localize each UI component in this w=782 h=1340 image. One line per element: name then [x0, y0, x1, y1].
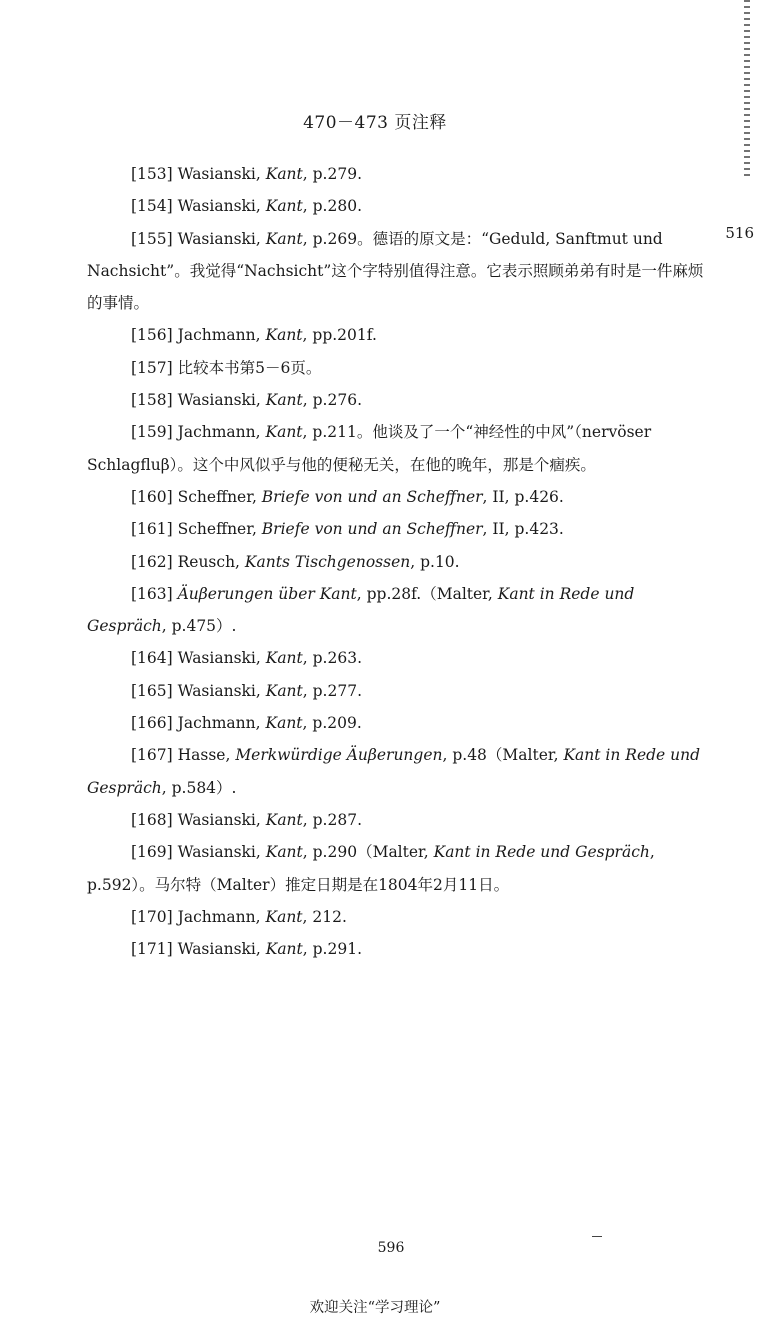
endnote-number: [165]: [131, 681, 178, 700]
endnote-title: Briefe von und an Scheffner: [261, 520, 483, 539]
endnote: [87, 223, 712, 320]
endnote-text: , p.209.: [302, 714, 362, 733]
endnote: [87, 901, 712, 933]
endnote-number: [161]: [131, 520, 178, 539]
endnote-text: , p.279.: [302, 165, 362, 183]
endnote-text: Scheffner,: [177, 487, 262, 506]
endnote-text: , p.584）.: [161, 778, 237, 797]
endnote-number: [163]: [131, 584, 178, 603]
endnote: [87, 546, 712, 578]
endnote-text: Scheffner,: [177, 520, 262, 539]
endnote-number: [154]: [131, 197, 178, 216]
endnote-text: Wasianski,: [177, 229, 266, 248]
endnote-title: Merkwürdige Äuβerungen: [235, 746, 443, 765]
endnote-text: 比较本书第5－6页。: [177, 358, 322, 377]
endnote: [87, 933, 712, 965]
endnote-text: , p.263.: [302, 649, 362, 668]
endnote-text: Wasianski,: [177, 843, 266, 862]
endnote-title: Briefe von und an Scheffner: [261, 487, 483, 506]
endnote-title: Kants Tischgenossen: [244, 552, 411, 571]
endnote-number: [169]: [131, 843, 178, 862]
endnote-number: [164]: [131, 649, 178, 668]
endnote-title: Kant: [265, 326, 303, 345]
endnote-text: , p.287.: [302, 810, 362, 829]
endnote-title: Kant: [265, 940, 303, 959]
endnote-number: [158]: [131, 391, 178, 410]
endnote-text: Jachmann,: [177, 907, 266, 926]
endnote-text: , p.277.: [302, 681, 362, 700]
endnote-text: , p.10.: [410, 552, 460, 571]
endnote-title: Kant: [265, 843, 303, 862]
endnote: [87, 158, 712, 190]
endnote-text: , p.269。德语的原文是：“Geduld, Sanftmut und Nachsicht”。我觉得“Nachsicht”这个字特别值得注意。它表示照顾弟弟有时是一件麻烦的事情。: [87, 229, 704, 313]
endnote-number: [157]: [131, 358, 178, 377]
endnote-text: , 212.: [302, 907, 347, 926]
page-number: 596: [377, 1240, 405, 1256]
endnote-text: , pp.201f.: [302, 326, 377, 345]
endnote-title: Kant: [265, 391, 303, 410]
endnote-text: , p.276.: [302, 391, 362, 410]
endnote-text: , II, p.423.: [482, 520, 564, 539]
endnote-title: Kant: [265, 165, 303, 183]
endnote-number: [171]: [131, 940, 178, 959]
endnote-text: , p.211。他谈及了一个“神经性的中风”（nervöser Schlagfluβ）。这个中风似乎与他的便秘无关，在他的晚年，那是个痼疾。: [87, 423, 652, 474]
endnote-number: [156]: [131, 326, 178, 345]
endnote-title: Kant: [265, 197, 303, 216]
endnote-text: Wasianski,: [177, 165, 266, 183]
endnote-number: [167]: [131, 746, 178, 765]
endnote-text: Wasianski,: [177, 681, 266, 700]
endnote-text: , II, p.426.: [482, 487, 564, 506]
endnote: [87, 675, 712, 707]
endnote-number: [166]: [131, 714, 178, 733]
endnote: [87, 707, 712, 739]
endnote-number: [153]: [131, 165, 178, 183]
endnote: [87, 319, 712, 351]
endnote-text: , p.280.: [302, 197, 362, 216]
endnote-title: Kant: [265, 681, 303, 700]
scan-dash-mark: [592, 1236, 602, 1237]
endnote-text: Wasianski,: [177, 197, 266, 216]
endnote: [87, 739, 712, 804]
endnote-number: [170]: [131, 907, 178, 926]
endnote-number: [162]: [131, 552, 178, 571]
endnote-text: Wasianski,: [177, 649, 266, 668]
endnote-title: Kant: [265, 229, 303, 248]
endnote: [87, 352, 712, 384]
endnote-title: Kant in Rede und Gespräch: [433, 843, 650, 862]
endnote-text: , p.475）.: [161, 617, 237, 636]
endnote-title: Kant: [265, 907, 303, 926]
endnote: [87, 481, 712, 513]
endnote: [87, 804, 712, 836]
endnote-number: [155]: [131, 229, 178, 248]
endnote: [87, 642, 712, 674]
endnote-title: Kant: [265, 649, 303, 668]
endnote-text: Wasianski,: [177, 940, 266, 959]
endnote-title: Äuβerungen über Kant: [177, 584, 357, 603]
endnote-text: Wasianski,: [177, 810, 266, 829]
endnote-text: , p.592）。马尔特（Malter）推定日期是在1804年2月11日。: [87, 843, 655, 894]
endnote: [87, 578, 712, 643]
endnote-text: Jachmann,: [177, 423, 266, 442]
endnote-number: [168]: [131, 810, 178, 829]
endnote: [87, 190, 712, 222]
scan-edge-artifact: [744, 0, 750, 180]
endnote: [87, 836, 712, 901]
endnote-text: Hasse,: [177, 746, 236, 765]
endnote-number: [159]: [131, 423, 178, 442]
endnote-text: Jachmann,: [177, 714, 266, 733]
endnote: [87, 416, 712, 481]
endnote-text: , pp.28f.（Malter,: [356, 584, 498, 603]
running-header: 470－473 页注释: [303, 113, 447, 133]
endnote-text: Reusch,: [177, 552, 245, 571]
margin-page-number: 516: [725, 224, 754, 242]
endnote-number: [160]: [131, 487, 178, 506]
endnote-title: Kant: [265, 714, 303, 733]
endnote-title: Kant in Rede und Gespräch: [87, 584, 635, 636]
endnote-title: Kant in Rede und Gespräch: [87, 746, 701, 797]
endnote-title: Kant: [265, 423, 303, 442]
endnote-title: Kant: [265, 810, 303, 829]
endnotes-list: [87, 158, 712, 965]
endnote-text: , p.290（Malter,: [302, 843, 434, 862]
endnote: [87, 513, 712, 545]
footer-caption: 欢迎关注“学习理论”: [309, 1300, 441, 1316]
endnote-text: , p.48（Malter,: [442, 746, 564, 765]
endnote: [87, 384, 712, 416]
endnote-text: Wasianski,: [177, 391, 266, 410]
endnote-text: , p.291.: [302, 940, 362, 959]
endnote-text: Jachmann,: [177, 326, 266, 345]
